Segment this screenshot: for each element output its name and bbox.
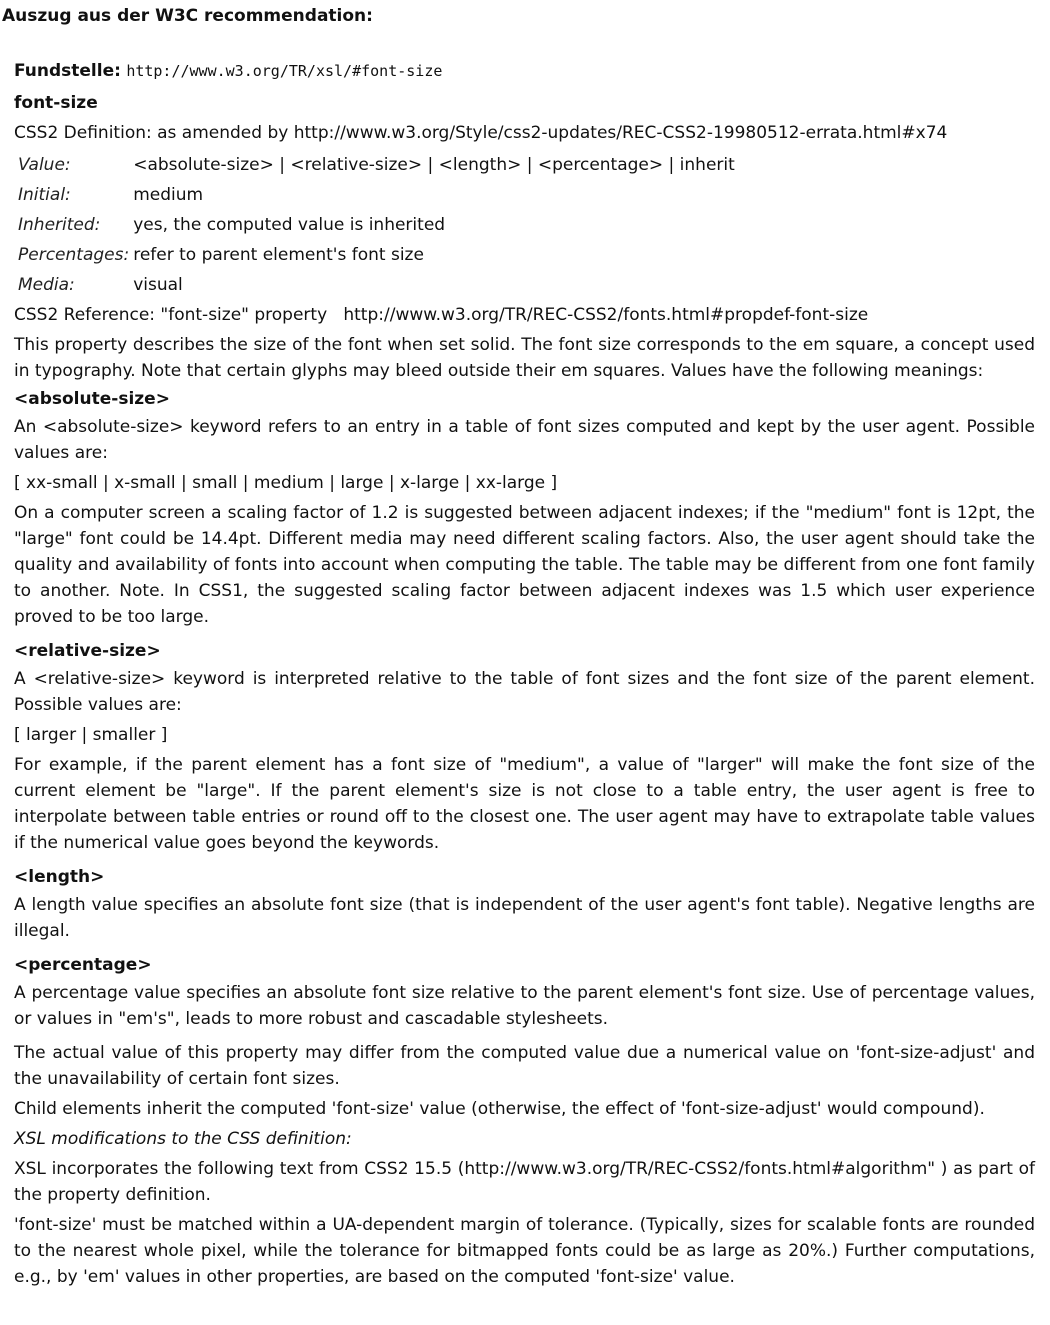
property-name: font-size [14, 93, 98, 113]
definition-row-inherited [16, 210, 737, 240]
font-size-tolerance-paragraph: 'font-size' must be matched within a UA-dependent margin of tolerance. (Typically, sizes for scalable fonts are rounded to the nearest whole pixel, while the tolerance for bitmapped fonts could be as large as 20%.) Further computations, e.g., by 'em' values in other properties, are based on the computed 'font-size' value. [14, 1215, 1035, 1287]
definition-key: Inherited: [18, 215, 101, 235]
definition-key: Value: [18, 155, 71, 175]
definition-value: yes, the computed value is inherited [133, 215, 446, 235]
definition-row-value [16, 150, 737, 180]
intro-paragraph: This property describes the size of the font when set solid. The font size corresponds to the em square, a concept used in typography. Note that certain glyphs may bleed outside their em squares. Values have the following meanings: [14, 335, 1035, 381]
absolute-size-text: An <absolute-size> keyword refers to an entry in a table of font sizes computed and kept by the user agent. Possible values are: [14, 417, 1035, 463]
definition-row-initial [16, 180, 737, 210]
source-line [14, 58, 1035, 84]
definition-value: refer to parent element's font size [133, 245, 424, 265]
source-url[interactable]: http://www.w3.org/TR/xsl/#font-size [126, 62, 443, 80]
definition-row-media [16, 270, 737, 300]
relative-size-note: For example, if the parent element has a font size of "medium", a value of "larger" will make the font size of the current element be "large". If the parent element's size is not close to a table entry, the user agent is free to interpolate between table entries or round off to the closest one. The user agent may have to extrapolate table values if the numerical value goes beyond the keywords. [14, 755, 1035, 853]
source-label: Fundstelle: [14, 61, 121, 81]
percentage-heading: <percentage> [14, 955, 152, 975]
definition-value: <absolute-size> | <relative-size> | <length> | <percentage> | inherit [133, 155, 735, 175]
absolute-size-heading: <absolute-size> [14, 389, 170, 409]
definition-row-percentages [16, 240, 737, 270]
css2-definition: CSS2 Definition: as amended by http://www.w3.org/Style/css2-updates/REC-CSS2-19980512-errata.html#x74 [14, 123, 948, 143]
definition-key: Media: [18, 275, 75, 295]
percentage-text: A percentage value specifies an absolute font size relative to the parent element's font size. Use of percentage values, or values in "em's", leads to more robust and cascadable stylesheets. [14, 983, 1035, 1029]
xsl-incorporates-paragraph: XSL incorporates the following text from CSS2 15.5 (http://www.w3.org/TR/REC-CSS2/fonts.html#algorithm" ) as part of the property definition. [14, 1159, 1035, 1205]
xsl-modifications-heading: XSL modifications to the CSS definition: [14, 1129, 352, 1149]
excerpt-title: Auszug aus der W3C recommendation: [2, 6, 373, 26]
definition-key: Percentages: [18, 245, 130, 265]
definition-key: Initial: [18, 185, 71, 205]
css2-reference: CSS2 Reference: "font-size" property http://www.w3.org/TR/REC-CSS2/fonts.html#propdef-font-size [14, 305, 869, 325]
absolute-size-note: On a computer screen a scaling factor of 1.2 is suggested between adjacent indexes; if the "medium" font is 12pt, the "large" font could be 14.4pt. Different media may need different scaling factors. Also, the user agent should take the quality and availability of fonts into account when computing the table. The table may be different from one font family to another. Note. In CSS1, the suggested scaling factor between adjacent indexes was 1.5 which user experience proved to be too large. [14, 503, 1035, 627]
relative-size-text: A <relative-size> keyword is interpreted relative to the table of font sizes and the font size of the parent element. Possible values are: [14, 669, 1035, 715]
actual-value-paragraph: The actual value of this property may differ from the computed value due a numerical value on 'font-size-adjust' and the unavailability of certain font sizes. [14, 1043, 1035, 1089]
length-text: A length value specifies an absolute font size (that is independent of the user agent's font table). Negative lengths are illegal. [14, 895, 1035, 941]
relative-size-values: [ larger | smaller ] [14, 725, 168, 745]
relative-size-heading: <relative-size> [14, 641, 161, 661]
definition-table [16, 150, 737, 300]
spec-excerpt [14, 58, 1035, 1294]
length-heading: <length> [14, 867, 105, 887]
definition-value: medium [133, 185, 204, 205]
child-inherit-paragraph: Child elements inherit the computed 'font-size' value (otherwise, the effect of 'font-size-adjust' would compound). [14, 1099, 985, 1119]
absolute-size-values: [ xx-small | x-small | small | medium | large | x-large | xx-large ] [14, 473, 558, 493]
definition-value: visual [133, 275, 183, 295]
